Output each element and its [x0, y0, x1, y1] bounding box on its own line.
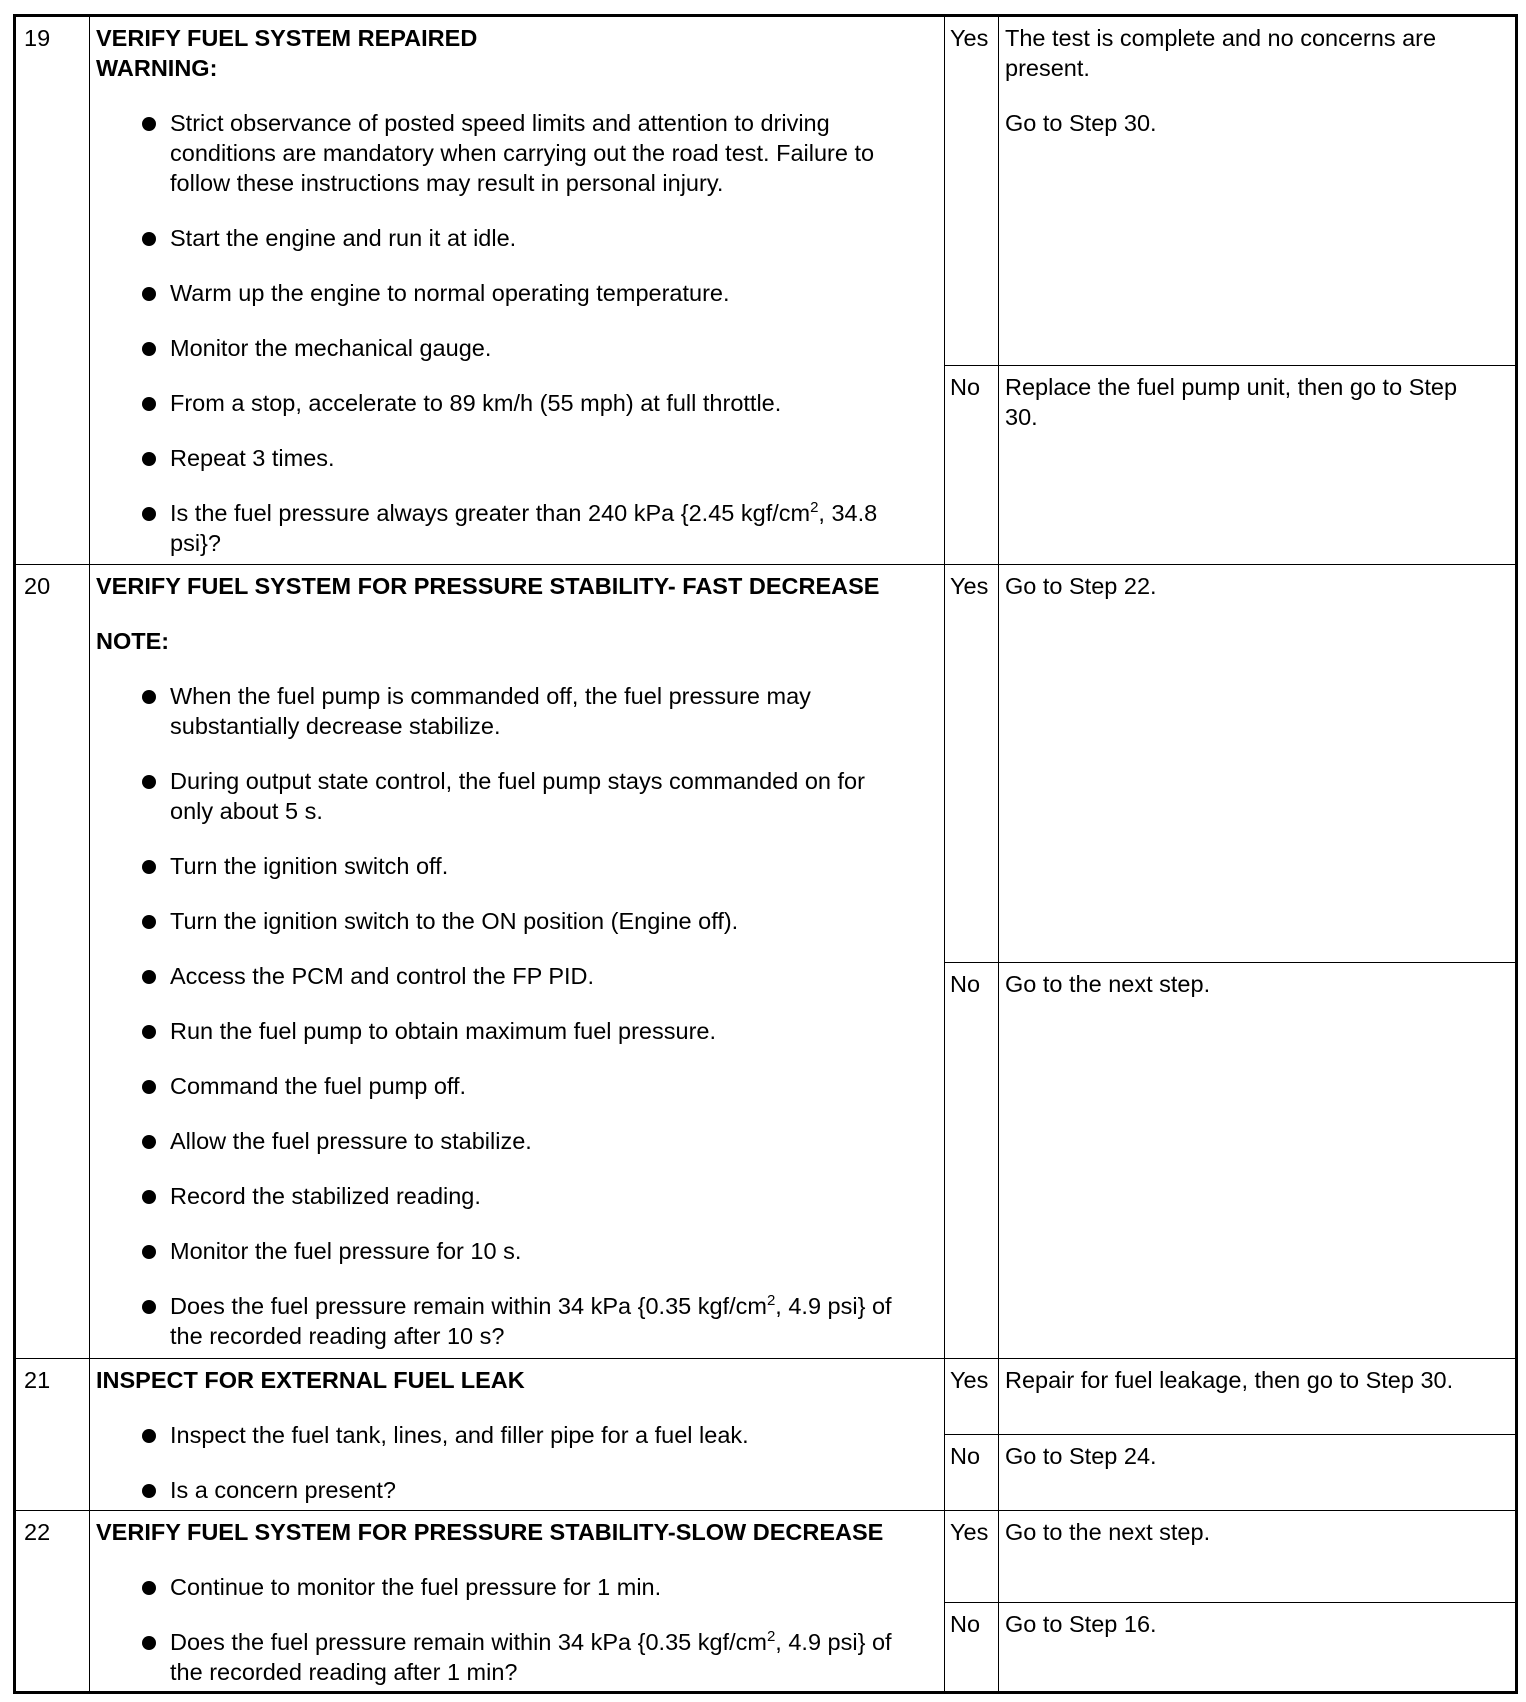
question-text-end: , 34.8 psi}?: [170, 500, 878, 556]
yes-label: Yes: [945, 1511, 999, 1603]
list-item: Turn the ignition switch off.: [136, 851, 938, 881]
step-bullet-list: [96, 1572, 938, 1687]
step-title: VERIFY FUEL SYSTEM FOR PRESSURE STABILITY-SLOW DECREASE: [96, 1519, 884, 1545]
question-item: [136, 1291, 938, 1351]
yes-action-text: The test is complete and no concerns are present.: [1005, 25, 1437, 81]
step-number: 22: [15, 1511, 90, 1693]
no-action: Go to Step 16.: [999, 1603, 1517, 1693]
yes-action: Repair for fuel leakage, then go to Step 30.: [999, 1359, 1517, 1435]
superscript: 2: [766, 1292, 776, 1309]
step-number: 20: [15, 565, 90, 1359]
list-item: Monitor the mechanical gauge.: [136, 333, 938, 363]
step-title: INSPECT FOR EXTERNAL FUEL LEAK: [96, 1367, 525, 1393]
yes-action: Go to Step 22.: [999, 565, 1517, 963]
list-item: Strict observance of posted speed limits and attention to driving conditions are mandatory when carrying out the road test. Failure to follow these instructions may result in personal injury.: [136, 108, 938, 198]
yes-label: Yes: [945, 1359, 999, 1435]
superscript: 2: [810, 499, 819, 516]
step-description: [90, 1511, 945, 1693]
step-bullet-list: [96, 681, 938, 1351]
question-text-end: , 4.9 psi} of the recorded reading after 1 min?: [170, 1629, 892, 1685]
question-item: Is a concern present?: [136, 1475, 938, 1505]
list-item: Monitor the fuel pressure for 10 s.: [136, 1236, 938, 1266]
no-label: No: [945, 1435, 999, 1511]
list-item: Warm up the engine to normal operating temperature.: [136, 278, 938, 308]
step-bullet-list: [96, 108, 938, 558]
list-item: Inspect the fuel tank, lines, and filler pipe for a fuel leak.: [136, 1420, 938, 1450]
step-title: VERIFY FUEL SYSTEM REPAIRED: [96, 25, 478, 51]
no-action: Go to the next step.: [999, 963, 1517, 1359]
question-item: [136, 498, 938, 558]
no-label: No: [945, 366, 999, 565]
warning-label: WARNING:: [96, 55, 218, 81]
no-action: Replace the fuel pump unit, then go to Step 30.: [999, 366, 1517, 565]
superscript: 2: [766, 1628, 776, 1645]
yes-action: Go to the next step.: [999, 1511, 1517, 1603]
no-label: No: [945, 963, 999, 1359]
question-text: Does the fuel pressure remain within 34 kPa {0.35 kgf/cm: [170, 1629, 767, 1655]
step-bullet-list: [96, 1420, 938, 1505]
step-description: [90, 1359, 945, 1511]
question-item: [136, 1627, 938, 1687]
table-row: [15, 565, 1517, 963]
table-row: [15, 1511, 1517, 1603]
procedure-table-wrapper: [13, 14, 1515, 1691]
diagnostic-procedure-table: [13, 14, 1518, 1694]
no-label: No: [945, 1603, 999, 1693]
yes-action-goto: Go to Step 30.: [1005, 110, 1157, 136]
list-item: Access the PCM and control the FP PID.: [136, 961, 938, 991]
note-label: NOTE:: [96, 628, 170, 654]
list-item: Continue to monitor the fuel pressure for 1 min.: [136, 1572, 938, 1602]
question-text-end: , 4.9 psi} of the recorded reading after 10 s?: [170, 1293, 892, 1349]
list-item: When the fuel pump is commanded off, the fuel pressure may substantially decrease stabilize.: [136, 681, 938, 741]
yes-action: [999, 16, 1517, 366]
list-item: Repeat 3 times.: [136, 443, 938, 473]
list-item: From a stop, accelerate to 89 km/h (55 mph) at full throttle.: [136, 388, 938, 418]
list-item: Record the stabilized reading.: [136, 1181, 938, 1211]
step-title: VERIFY FUEL SYSTEM FOR PRESSURE STABILITY- FAST DECREASE: [96, 573, 880, 599]
list-item: Command the fuel pump off.: [136, 1071, 938, 1101]
list-item: Start the engine and run it at idle.: [136, 223, 938, 253]
table-row: [15, 16, 1517, 366]
list-item: Run the fuel pump to obtain maximum fuel pressure.: [136, 1016, 938, 1046]
question-text: Does the fuel pressure remain within 34 kPa {0.35 kgf/cm: [170, 1293, 767, 1319]
list-item: Turn the ignition switch to the ON position (Engine off).: [136, 906, 938, 936]
step-description: [90, 565, 945, 1359]
step-number: 21: [15, 1359, 90, 1511]
list-item: Allow the fuel pressure to stabilize.: [136, 1126, 938, 1156]
step-number: 19: [15, 16, 90, 565]
step-description: [90, 16, 945, 565]
list-item: During output state control, the fuel pump stays commanded on for only about 5 s.: [136, 766, 938, 826]
yes-label: Yes: [945, 16, 999, 366]
no-action: Go to Step 24.: [999, 1435, 1517, 1511]
question-text: Is the fuel pressure always greater than 240 kPa {2.45 kgf/cm: [170, 500, 811, 526]
table-row: [15, 1359, 1517, 1435]
yes-label: Yes: [945, 565, 999, 963]
